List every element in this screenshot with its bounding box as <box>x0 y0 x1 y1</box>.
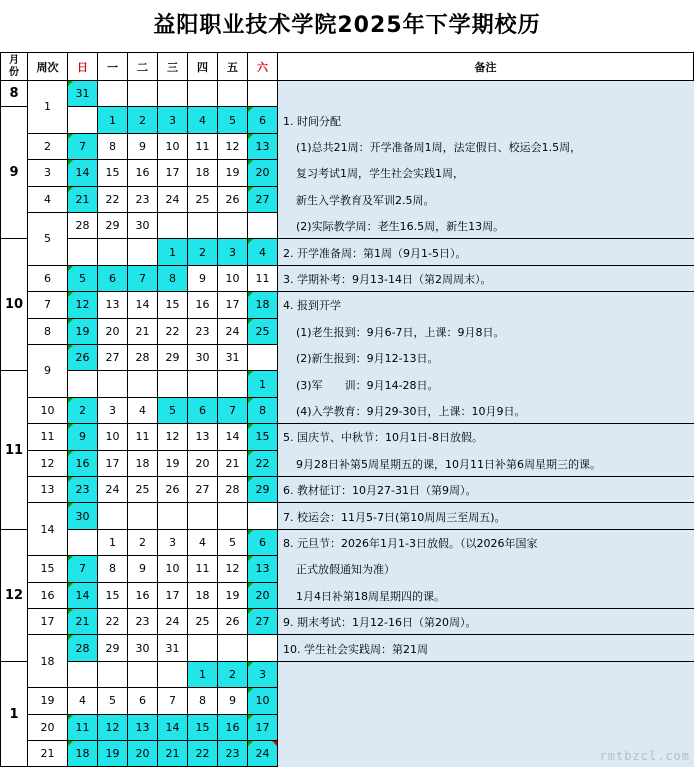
day-cell: 15 <box>248 424 278 450</box>
day-cell: 25 <box>128 477 158 503</box>
day-cell: 4 <box>68 688 98 714</box>
day-cell: 1 <box>188 662 218 688</box>
day-cell: 11 <box>68 715 98 741</box>
day-cell: 29 <box>98 635 128 661</box>
day-cell: 12 <box>98 715 128 741</box>
day-cell: 12 <box>218 556 248 582</box>
month-cell: 9 <box>0 107 28 239</box>
day-cell <box>68 107 98 133</box>
day-cell: 21 <box>68 187 98 213</box>
day-cell <box>128 239 158 265</box>
note-line: 复习考试1周，学生社会实践1周， <box>296 167 464 181</box>
day-cell: 25 <box>248 319 278 345</box>
day-cell: 3 <box>218 239 248 265</box>
day-cell: 14 <box>68 160 98 186</box>
day-cell <box>188 635 218 661</box>
day-cell: 18 <box>248 292 278 318</box>
day-cell: 27 <box>188 477 218 503</box>
day-cell: 3 <box>158 530 188 556</box>
day-cell: 24 <box>218 319 248 345</box>
day-cell: 21 <box>218 451 248 477</box>
day-cell: 2 <box>128 107 158 133</box>
week-cell: 19 <box>28 688 68 714</box>
day-cell: 12 <box>218 134 248 160</box>
day-cell: 16 <box>128 160 158 186</box>
week-cell: 16 <box>28 583 68 609</box>
day-cell: 17 <box>248 715 278 741</box>
day-cell: 20 <box>248 583 278 609</box>
day-cell: 28 <box>68 213 98 239</box>
day-cell: 18 <box>68 741 98 767</box>
day-cell: 9 <box>218 688 248 714</box>
day-cell: 5 <box>98 688 128 714</box>
day-cell <box>218 503 248 529</box>
week-cell: 3 <box>28 160 68 186</box>
day-cell: 17 <box>158 160 188 186</box>
day-cell: 17 <box>98 451 128 477</box>
day-cell: 4 <box>188 530 218 556</box>
day-cell: 5 <box>218 107 248 133</box>
note-line: 正式放假通知为准） <box>296 563 395 577</box>
day-cell: 31 <box>68 81 98 107</box>
note-line: (4)入学教育：9月29-30日，上课：10月9日。 <box>296 404 526 418</box>
day-cell <box>218 213 248 239</box>
day-cell: 11 <box>128 424 158 450</box>
day-cell: 10 <box>98 424 128 450</box>
day-cell: 9 <box>188 266 218 292</box>
day-cell: 13 <box>98 292 128 318</box>
day-cell <box>188 371 218 397</box>
day-header-sun: 日 <box>68 53 98 81</box>
day-cell <box>188 503 218 529</box>
day-cell <box>98 371 128 397</box>
day-cell: 9 <box>128 556 158 582</box>
day-cell <box>218 635 248 661</box>
day-cell: 21 <box>68 609 98 635</box>
day-cell: 18 <box>188 160 218 186</box>
day-cell: 12 <box>68 292 98 318</box>
day-cell <box>68 239 98 265</box>
week-cell: 13 <box>28 477 68 503</box>
day-cell: 26 <box>68 345 98 371</box>
week-cell: 15 <box>28 556 68 582</box>
day-cell: 17 <box>218 292 248 318</box>
day-cell <box>248 81 278 107</box>
day-cell <box>248 345 278 371</box>
day-cell: 7 <box>218 398 248 424</box>
day-cell: 23 <box>218 741 248 767</box>
note-line: 7. 校运会：11月5-7日(第10周周三至周五)。 <box>283 510 506 524</box>
month-cell: 8 <box>0 81 28 107</box>
day-cell: 2 <box>128 530 158 556</box>
day-cell: 13 <box>248 134 278 160</box>
day-cell: 9 <box>68 424 98 450</box>
day-cell: 27 <box>98 345 128 371</box>
week-cell: 9 <box>28 345 68 398</box>
week-cell: 20 <box>28 715 68 741</box>
week-cell: 8 <box>28 319 68 345</box>
day-cell <box>68 371 98 397</box>
day-cell: 28 <box>128 345 158 371</box>
note-line: 5. 国庆节、中秋节：10月1日-8日放假。 <box>283 431 483 445</box>
day-cell <box>128 503 158 529</box>
note-line: 新生入学教育及军训2.5周。 <box>296 193 435 207</box>
day-cell: 14 <box>128 292 158 318</box>
day-cell: 11 <box>188 556 218 582</box>
day-cell: 26 <box>218 609 248 635</box>
day-cell: 30 <box>128 635 158 661</box>
day-cell: 18 <box>188 583 218 609</box>
day-cell: 10 <box>158 556 188 582</box>
day-cell: 16 <box>218 715 248 741</box>
note-line: (1)总共21周：开学准备周1周，法定假日、校运会1.5周， <box>296 140 582 154</box>
day-cell: 22 <box>98 187 128 213</box>
week-cell: 10 <box>28 398 68 424</box>
note-line: (1)老生报到：9月6-7日，上课：9月8日。 <box>296 325 505 339</box>
week-cell: 14 <box>28 503 68 556</box>
day-cell: 1 <box>98 530 128 556</box>
day-cell: 8 <box>158 266 188 292</box>
week-cell: 2 <box>28 134 68 160</box>
day-cell: 20 <box>188 451 218 477</box>
month-cell: 11 <box>0 371 28 529</box>
day-cell: 20 <box>98 319 128 345</box>
day-cell: 3 <box>248 662 278 688</box>
week-cell: 11 <box>28 424 68 450</box>
day-cell: 4 <box>128 398 158 424</box>
day-cell: 31 <box>158 635 188 661</box>
day-cell: 5 <box>158 398 188 424</box>
day-cell: 15 <box>188 715 218 741</box>
day-cell: 23 <box>68 477 98 503</box>
day-cell: 6 <box>248 107 278 133</box>
day-cell: 8 <box>188 688 218 714</box>
note-line: 3. 学期补考：9月13-14日（第2周周末）。 <box>283 272 492 286</box>
day-cell: 4 <box>188 107 218 133</box>
day-cell: 6 <box>188 398 218 424</box>
calendar-table <box>0 52 694 770</box>
note-line: 6. 教材征订：10月27-31日（第9周）。 <box>283 484 477 498</box>
day-cell: 5 <box>218 530 248 556</box>
day-cell: 9 <box>128 134 158 160</box>
day-cell: 26 <box>158 477 188 503</box>
day-cell: 19 <box>218 583 248 609</box>
day-cell: 10 <box>248 688 278 714</box>
day-cell <box>218 371 248 397</box>
day-cell: 10 <box>158 134 188 160</box>
day-cell: 7 <box>128 266 158 292</box>
day-cell: 5 <box>68 266 98 292</box>
notes-header: 备注 <box>278 53 694 81</box>
day-cell: 2 <box>68 398 98 424</box>
day-cell <box>68 662 98 688</box>
week-cell: 5 <box>28 213 68 266</box>
note-line: 1月4日补第18周星期四的课。 <box>296 589 445 603</box>
week-header: 周次 <box>28 53 68 81</box>
day-cell: 22 <box>248 451 278 477</box>
note-line: 2. 开学准备周：第1周（9月1-5日）。 <box>283 246 467 260</box>
day-cell: 7 <box>158 688 188 714</box>
day-header-tue: 二 <box>128 53 158 81</box>
day-cell: 11 <box>248 266 278 292</box>
day-cell <box>68 530 98 556</box>
day-cell: 31 <box>218 345 248 371</box>
watermark: rmtbzcl.com <box>599 749 690 763</box>
day-cell <box>158 81 188 107</box>
day-cell: 15 <box>158 292 188 318</box>
day-cell: 3 <box>158 107 188 133</box>
note-line: 1. 时间分配 <box>283 114 341 128</box>
day-cell <box>188 213 218 239</box>
day-cell: 1 <box>158 239 188 265</box>
day-cell: 8 <box>248 398 278 424</box>
day-cell: 19 <box>218 160 248 186</box>
week-cell: 21 <box>28 741 68 767</box>
day-cell: 25 <box>188 187 218 213</box>
day-cell <box>128 371 158 397</box>
day-cell: 4 <box>248 239 278 265</box>
day-cell <box>98 503 128 529</box>
day-cell: 17 <box>158 583 188 609</box>
day-cell <box>248 635 278 661</box>
day-cell <box>158 662 188 688</box>
week-cell: 7 <box>28 292 68 318</box>
day-cell <box>188 81 218 107</box>
day-cell: 6 <box>248 530 278 556</box>
month-header-label: 月份 <box>9 54 19 78</box>
day-cell <box>128 81 158 107</box>
day-cell: 20 <box>128 741 158 767</box>
day-cell <box>248 503 278 529</box>
week-cell: 17 <box>28 609 68 635</box>
month-cell: 1 <box>0 662 28 768</box>
week-cell: 1 <box>28 81 68 134</box>
day-cell: 30 <box>68 503 98 529</box>
day-cell: 22 <box>158 319 188 345</box>
note-line: (3)军 训：9月14-28日。 <box>296 378 439 392</box>
day-cell: 19 <box>98 741 128 767</box>
day-cell: 18 <box>128 451 158 477</box>
day-cell: 16 <box>68 451 98 477</box>
day-header-fri: 五 <box>218 53 248 81</box>
day-cell: 30 <box>188 345 218 371</box>
day-cell: 22 <box>188 741 218 767</box>
day-cell: 11 <box>188 134 218 160</box>
day-cell: 1 <box>248 371 278 397</box>
month-cell: 12 <box>0 530 28 662</box>
note-line: 9. 期末考试：1月12-16日（第20周）。 <box>283 616 477 630</box>
day-cell <box>98 81 128 107</box>
day-cell <box>218 81 248 107</box>
day-cell: 30 <box>128 213 158 239</box>
day-cell: 10 <box>218 266 248 292</box>
note-line: (2)新生报到：9月12-13日。 <box>296 352 439 366</box>
note-line: 8. 元旦节：2026年1月1-3日放假。（以2026年国家 <box>283 536 538 550</box>
day-cell: 26 <box>218 187 248 213</box>
day-cell <box>128 662 158 688</box>
day-cell: 23 <box>188 319 218 345</box>
day-cell: 14 <box>158 715 188 741</box>
day-cell: 7 <box>68 134 98 160</box>
note-line: (2)实际教学周：老生16.5周，新生13周。 <box>296 220 505 234</box>
day-cell: 28 <box>68 635 98 661</box>
day-cell: 25 <box>188 609 218 635</box>
day-cell: 27 <box>248 609 278 635</box>
day-cell: 19 <box>158 451 188 477</box>
day-cell <box>158 371 188 397</box>
day-header-sat: 六 <box>248 53 278 81</box>
month-cell: 10 <box>0 239 28 371</box>
day-header-mon: 一 <box>98 53 128 81</box>
day-cell: 29 <box>248 477 278 503</box>
day-cell: 16 <box>128 583 158 609</box>
day-cell <box>98 239 128 265</box>
day-cell: 20 <box>248 160 278 186</box>
day-header-thu: 四 <box>188 53 218 81</box>
day-cell: 6 <box>98 266 128 292</box>
day-cell <box>158 503 188 529</box>
week-cell: 4 <box>28 187 68 213</box>
week-cell: 6 <box>28 266 68 292</box>
day-cell: 19 <box>68 319 98 345</box>
day-cell: 2 <box>188 239 218 265</box>
day-cell: 14 <box>68 583 98 609</box>
day-cell: 24 <box>248 741 278 767</box>
day-cell: 15 <box>98 160 128 186</box>
note-line: 4. 报到开学 <box>283 299 341 313</box>
day-cell: 2 <box>218 662 248 688</box>
day-cell <box>248 213 278 239</box>
note-line: 9月28日补第5周星期五的课，10月11日补第6周星期三的课。 <box>296 457 601 471</box>
day-cell: 22 <box>98 609 128 635</box>
day-header-wed: 三 <box>158 53 188 81</box>
day-cell: 24 <box>158 609 188 635</box>
day-cell: 3 <box>98 398 128 424</box>
day-cell: 12 <box>158 424 188 450</box>
page-title: 益阳职业技术学院2025年下学期校历 <box>153 13 541 38</box>
day-cell: 24 <box>158 187 188 213</box>
month-header <box>0 53 28 81</box>
day-cell: 21 <box>158 741 188 767</box>
day-cell: 24 <box>98 477 128 503</box>
day-cell: 16 <box>188 292 218 318</box>
day-cell <box>98 662 128 688</box>
day-cell: 28 <box>218 477 248 503</box>
day-cell: 27 <box>248 187 278 213</box>
day-cell: 29 <box>158 345 188 371</box>
day-cell: 8 <box>98 134 128 160</box>
day-cell: 21 <box>128 319 158 345</box>
day-cell: 13 <box>128 715 158 741</box>
week-cell: 18 <box>28 635 68 688</box>
day-cell: 6 <box>128 688 158 714</box>
day-cell: 15 <box>98 583 128 609</box>
day-cell: 8 <box>98 556 128 582</box>
day-cell: 29 <box>98 213 128 239</box>
day-cell: 13 <box>188 424 218 450</box>
day-cell: 1 <box>98 107 128 133</box>
note-line: 10. 学生社会实践周：第21周 <box>283 642 428 656</box>
day-cell: 13 <box>248 556 278 582</box>
day-cell: 7 <box>68 556 98 582</box>
day-cell: 23 <box>128 609 158 635</box>
day-cell: 23 <box>128 187 158 213</box>
day-cell <box>158 213 188 239</box>
day-cell: 14 <box>218 424 248 450</box>
week-cell: 12 <box>28 451 68 477</box>
